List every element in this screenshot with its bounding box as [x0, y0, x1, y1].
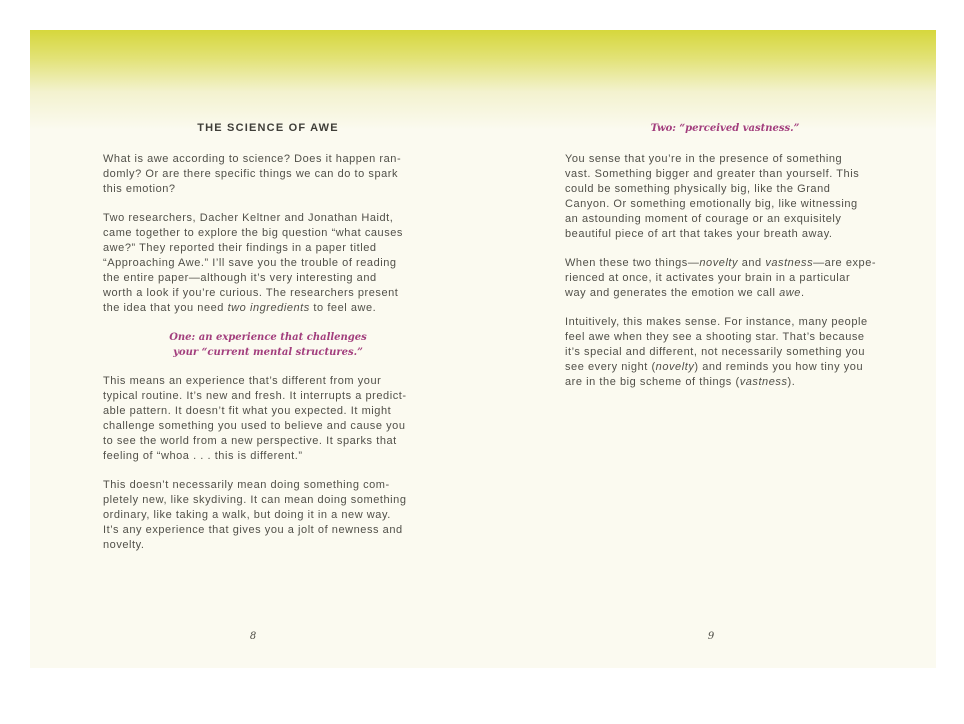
page-number-left: 8: [249, 631, 257, 642]
left-text-column: [103, 121, 433, 567]
section-subheading-one: One: an experience that challenges your “current mental structures.”: [169, 332, 367, 358]
body-paragraph: Two researchers, Dacher Keltner and Jonathan Haidt, came together to explore the big question “what causes awe?” They reported their findings in a paper titled “Approaching Awe.” I’ll save you the trouble of reading the entire paper—although it’s very interesting and worth a look if you’re curious. The researchers present the idea that you need two ingredients to feel awe.: [103, 212, 403, 314]
body-paragraph: Intuitively, this makes sense. For instance, many people feel awe when they see a shooting star. That’s because it’s special and different, not necessarily something you see every night (novelty) and reminds you how tiny you are in the big scheme of things (vastness).: [565, 316, 868, 388]
left-page: [30, 30, 483, 668]
right-page: [483, 30, 936, 668]
body-paragraph: What is awe according to science? Does it happen ran- domly? Or are there specific things we can do to spark this emotion?: [103, 153, 402, 195]
chapter-heading: THE SCIENCE OF AWE: [197, 122, 339, 134]
right-text-column: [565, 121, 885, 404]
body-paragraph: This means an experience that’s different from your typical routine. It’s new and fresh. It interrupts a predict- able pattern. It doesn’t fit what you expected. It might challenge something you used to believe and cause you to see the world from a new perspective. It sparks that feeling of “whoa . . . this is different.”: [103, 375, 407, 462]
body-paragraph: When these two things—novelty and vastness—are expe- rienced at once, it activates your brain in a particular way and generates the emotion we call awe.: [565, 257, 877, 299]
book-spread: [30, 30, 936, 668]
page-number-right: 9: [707, 631, 715, 642]
body-paragraph: This doesn’t necessarily mean doing something com- pletely new, like skydiving. It can mean doing something ordinary, like taking a walk, but doing it in a new way. It’s any experience that gives you a jolt of newness and novelty.: [103, 479, 407, 551]
section-subheading-two: Two: “perceived vastness.”: [650, 123, 800, 134]
body-paragraph: You sense that you’re in the presence of something vast. Something bigger and greater than yourself. This could be something physically big, like the Grand Canyon. Or something emotionally big, like witnessing an astounding moment of courage or an exquisitely beautiful piece of art that takes your breath away.: [565, 153, 860, 240]
